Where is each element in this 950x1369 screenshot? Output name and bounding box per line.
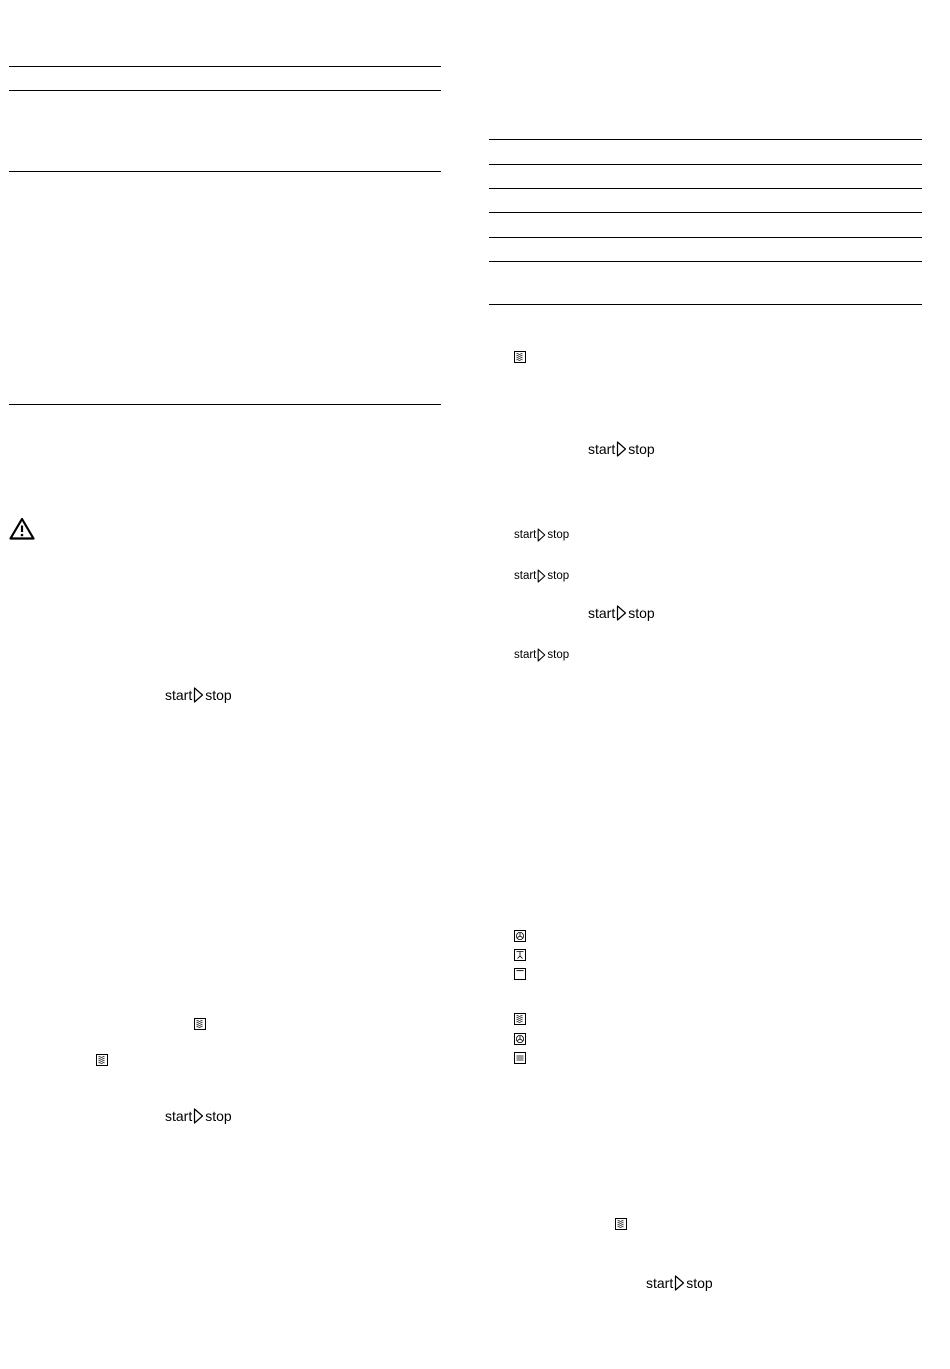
start-label: start (588, 441, 616, 457)
right-table-row-rule (489, 261, 922, 262)
microwave-icon (615, 1218, 627, 1230)
fan-icon (514, 930, 526, 942)
start-label: start (588, 605, 616, 621)
start-label: start (165, 1108, 193, 1124)
right-table-bottom-rule (489, 304, 922, 305)
microwave-icon (514, 351, 526, 363)
left-table-header-rule (9, 90, 441, 91)
stop-label: stop (205, 1108, 232, 1124)
stop-label: stop (628, 441, 655, 457)
stop-label: stop (547, 649, 570, 661)
play-triangle-icon (616, 605, 627, 621)
play-triangle-icon (537, 528, 546, 542)
play-triangle-icon (537, 648, 546, 662)
stop-label: stop (628, 605, 655, 621)
start-label: start (514, 529, 537, 541)
start-stop-button (588, 441, 655, 457)
steam-icon (514, 1052, 526, 1064)
left-table-bottom-rule (9, 404, 441, 405)
start-label: start (514, 570, 537, 582)
stop-label: stop (547, 570, 570, 582)
play-triangle-icon (537, 569, 546, 583)
left-table-row-rule (9, 171, 441, 172)
right-table-row-rule (489, 212, 922, 213)
start-stop-button (514, 569, 569, 583)
grill-icon (514, 949, 526, 961)
play-triangle-icon (616, 441, 627, 457)
right-table-top-rule (489, 139, 922, 140)
start-stop-button (588, 605, 655, 621)
microwave-icon (514, 1013, 526, 1025)
right-table-row-rule (489, 188, 922, 189)
start-label: start (514, 649, 537, 661)
start-label: start (646, 1275, 674, 1291)
left-table-top-rule (9, 66, 441, 67)
play-triangle-icon (193, 687, 204, 703)
stop-label: stop (547, 529, 570, 541)
microwave-icon (96, 1054, 108, 1066)
right-table-row-rule (489, 237, 922, 238)
start-label: start (165, 687, 193, 703)
microwave-icon (194, 1018, 206, 1030)
play-triangle-icon (193, 1108, 204, 1124)
fan-icon (514, 1033, 526, 1045)
start-stop-button (165, 1108, 232, 1124)
start-stop-button (514, 648, 569, 662)
stop-label: stop (205, 687, 232, 703)
play-triangle-icon (674, 1275, 685, 1291)
warning-icon (9, 517, 35, 545)
right-table-row-rule (489, 164, 922, 165)
start-stop-button (514, 528, 569, 542)
start-stop-button (646, 1275, 713, 1291)
top-heat-icon (514, 968, 526, 980)
stop-label: stop (686, 1275, 713, 1291)
start-stop-button (165, 687, 232, 703)
